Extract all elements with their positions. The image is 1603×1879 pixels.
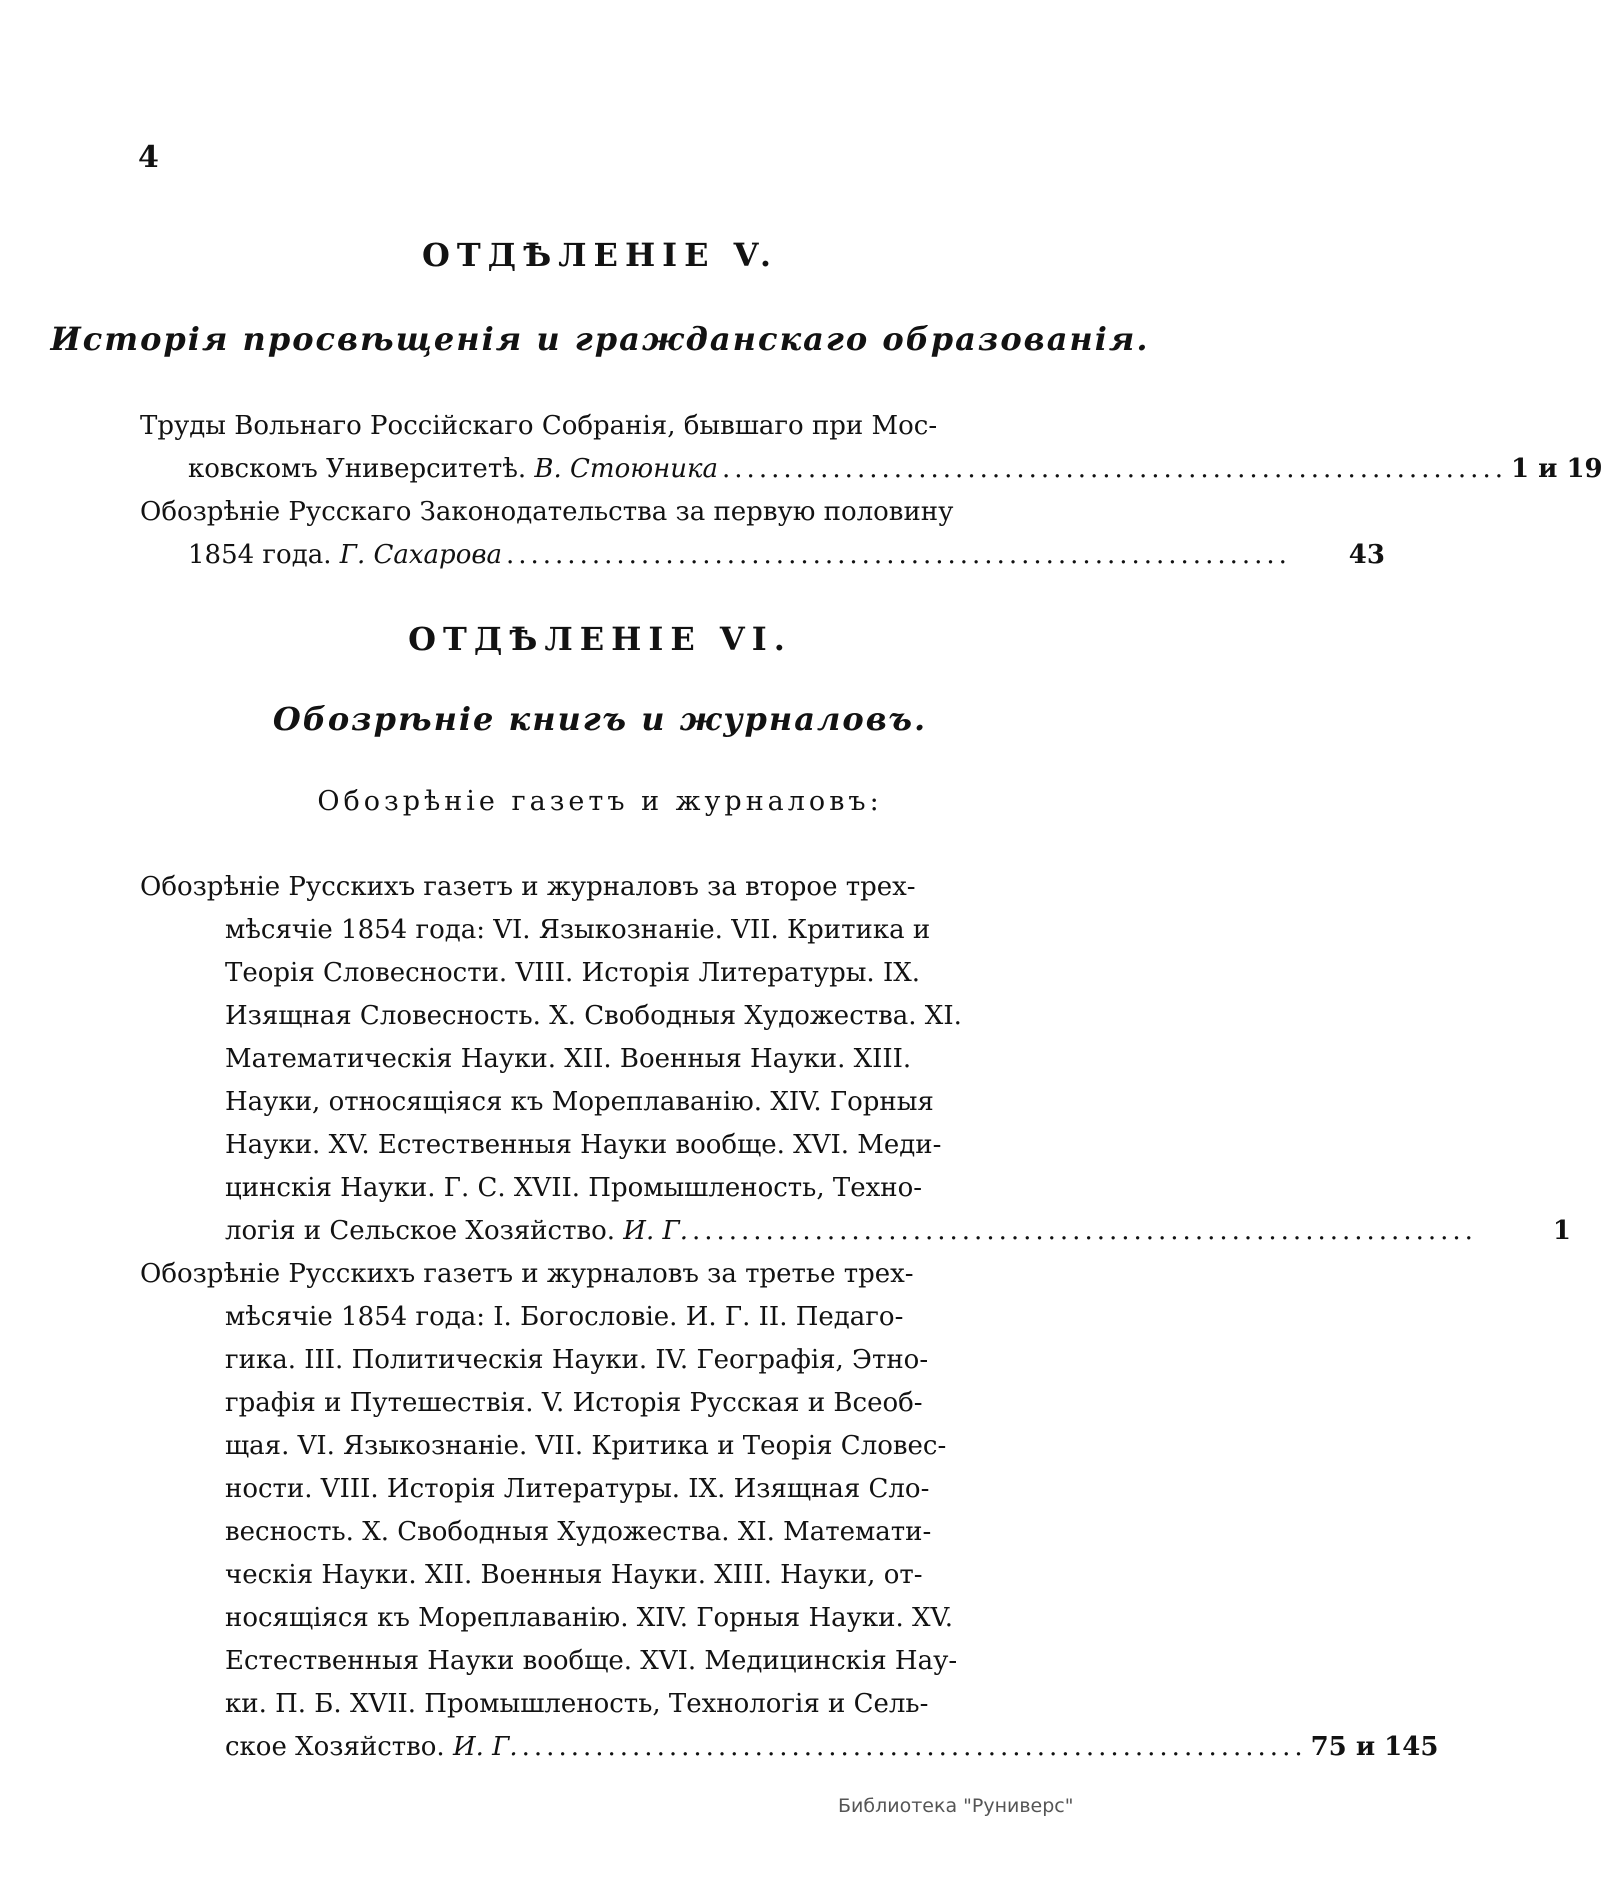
entry-line: Обозрѣніе Русскаго Законодательства за первую половину <box>140 497 954 527</box>
entry-line: Обозрѣніе Русскихъ газетъ и журналовъ за второе трех- <box>140 872 916 902</box>
entry-line: мѣсячіе 1854 года: VI. Языкознаніе. VII. Критика и <box>225 915 931 945</box>
leader-dots: ................................................................ <box>722 454 1507 484</box>
entry-line: графія и Путешествія. V. Исторія Русская и Всеоб- <box>225 1388 923 1418</box>
entry-line: цинскія Науки. Г. С. XVII. Промышленость, Техно- <box>225 1173 923 1203</box>
entry-line: щая. VI. Языкознаніе. VII. Критика и Теорія Словес- <box>225 1431 947 1461</box>
entry-author: И. Г. <box>452 1732 518 1762</box>
entry-line: ческія Науки. XII. Военныя Науки. XIII. Науки, от- <box>225 1560 923 1590</box>
entry-line: ности. VIII. Исторія Литературы. IX. Изящная Сло- <box>225 1474 930 1504</box>
section-5-subtitle: Исторія просвѣщенія и гражданскаго образованія. <box>50 320 1150 358</box>
library-watermark: Библиотека "Руниверс" <box>838 1795 1074 1817</box>
leader-dots: ................................................................ <box>505 540 1291 570</box>
leader-dots: ................................................................ <box>691 1216 1477 1246</box>
entry-line: весность. X. Свободныя Художества. XI. Математи- <box>225 1517 932 1547</box>
entry-line: Труды Вольнаго Россійскаго Собранія, бывшаго при Мос- <box>140 411 938 441</box>
entry-line: Изящная Словесность. X. Свободныя Художества. XI. <box>225 1001 962 1031</box>
entry-text: ковскомъ Университетѣ. <box>188 454 527 484</box>
section-6-sub-heading: Обозрѣніе газетъ и журналовъ: <box>317 786 883 817</box>
entry-pages: 43 <box>1348 540 1385 570</box>
entry-line: гика. III. Политическія Науки. IV. Географія, Этно- <box>225 1345 929 1375</box>
entry-line: Обозрѣніе Русскихъ газетъ и журналовъ за третье трех- <box>140 1259 914 1289</box>
entry-line: носящіяся къ Мореплаванію. XIV. Горныя Науки. XV. <box>225 1603 954 1633</box>
entry-line: мѣсячіе 1854 года: I. Богословіе. И. Г. II. Педаго- <box>225 1302 904 1332</box>
entry-line: Теорія Словесности. VIII. Исторія Литературы. IX. <box>225 958 920 988</box>
entry-author: И. Г. <box>623 1216 688 1246</box>
entry-line: Математическія Науки. XII. Военныя Науки. XIII. <box>225 1044 912 1074</box>
entry-author: Г. Сахарова <box>339 540 502 570</box>
toc-entry <box>140 866 1571 1253</box>
toc-entry <box>140 1253 1439 1769</box>
entry-pages: 75 и 145 <box>1310 1732 1439 1762</box>
section-6-title: ОТДѢЛЕНІЕ VI. <box>408 620 792 658</box>
page-number: 4 <box>138 140 159 175</box>
entry-line: Науки, относящіяся къ Мореплаванію. XIV. Горныя <box>225 1087 934 1117</box>
entry-pages: 1 и 19 <box>1510 454 1603 484</box>
entry-text: логія и Сельское Хозяйство. <box>225 1216 616 1246</box>
entry-line: ки. П. Б. XVII. Промышленость, Технологія и Сель- <box>225 1689 929 1719</box>
entry-author: В. Стоюника <box>534 454 719 484</box>
leader-dots: ................................................................ <box>521 1732 1307 1762</box>
section-5-title: ОТДѢЛЕНІЕ V. <box>421 236 779 274</box>
toc-entry <box>140 491 1385 577</box>
toc-entry <box>140 405 1603 491</box>
entry-text: ское Хозяйство. <box>225 1732 445 1762</box>
entry-line: Естественныя Науки вообще. XVI. Медицинскія Нау- <box>225 1646 958 1676</box>
entry-text: 1854 года. <box>188 540 332 570</box>
entry-pages: 1 <box>1552 1216 1571 1246</box>
section-6-subtitle: Обозрѣніе книгъ и журналовъ. <box>272 700 928 738</box>
entry-line: Науки. XV. Естественныя Науки вообще. XVI. Меди- <box>225 1130 942 1160</box>
